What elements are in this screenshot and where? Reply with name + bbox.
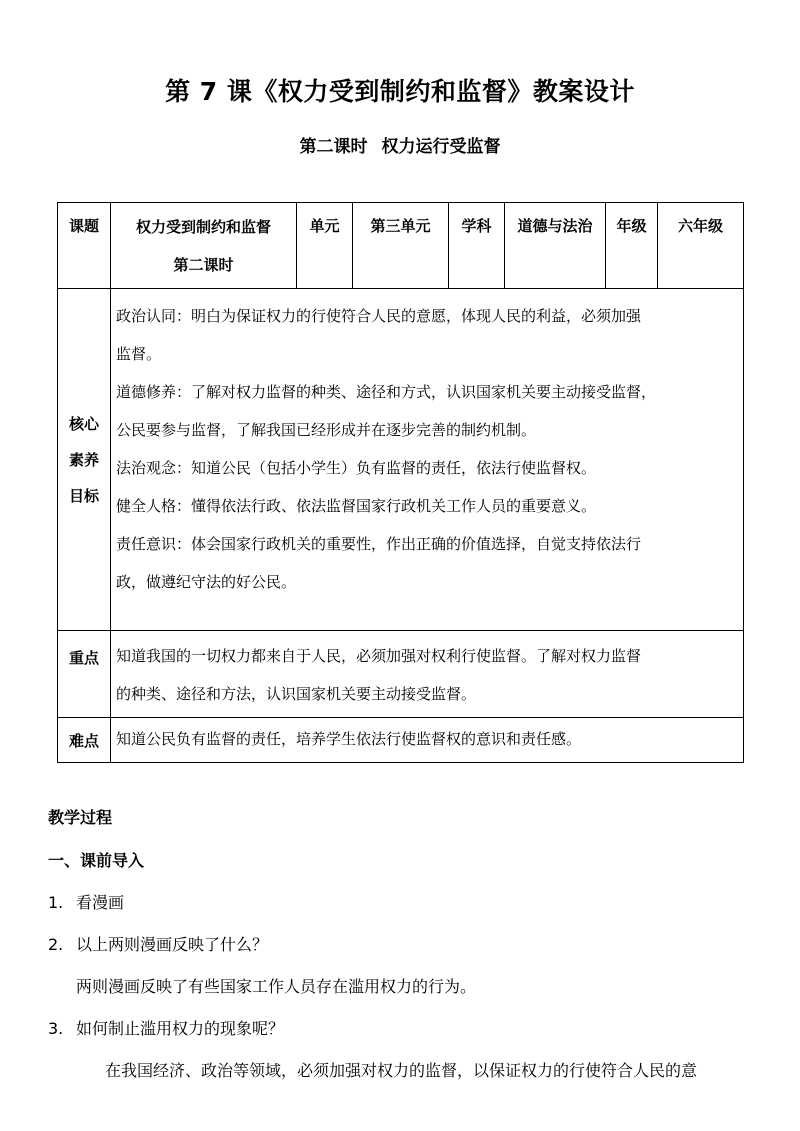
key-points-label: 重点 — [68, 649, 99, 667]
goals-label-3: 目标 — [68, 486, 99, 505]
list-text: 以上两则漫画反映了什么？ — [76, 935, 269, 954]
topic-value-line-1: 权力受到制约和监督 — [135, 218, 271, 236]
topic-label-cell — [58, 203, 111, 289]
subject-label-cell — [449, 203, 505, 289]
goals-line: 政治认同：明白为保证权力的行使符合人民的意愿，体现人民的利益，必须加强 — [116, 307, 642, 325]
goals-line: 监督。 — [116, 345, 162, 363]
goals-line: 公民要参与监督，了解我国已经形成并在逐步完善的制约机制。 — [116, 421, 537, 439]
unit-value: 第三单元 — [370, 217, 431, 235]
goals-line: 责任意识：体会国家行政机关的重要性，作出正确的价值选择，自觉支持依法行 — [116, 535, 642, 553]
topic-value-line-2: 第二课时 — [173, 256, 234, 274]
goals-line: 法治观念：知道公民（包括小学生）负有监督的责任，依法行使监督权。 — [116, 459, 597, 477]
key-points-label-cell — [58, 631, 111, 718]
grade-label-cell — [606, 203, 658, 289]
list-item — [48, 932, 268, 955]
list-number: 2. — [48, 935, 64, 954]
list-text: 看漫画 — [76, 893, 125, 912]
process-heading: 教学过程 — [48, 808, 113, 827]
difficulties-label: 难点 — [68, 731, 99, 750]
list-text: 如何制止滥用权力的现象呢？ — [76, 1019, 285, 1038]
document-title: 第 7 课《权力受到制约和监督》教案设计 — [165, 77, 635, 106]
grade-value: 六年级 — [677, 217, 723, 235]
subject-label: 学科 — [461, 217, 492, 235]
lesson-plan-table — [57, 202, 744, 763]
difficulties-label-cell — [58, 718, 111, 763]
grade-value-cell — [658, 203, 744, 289]
section-heading-intro: 一、课前导入 — [48, 851, 145, 870]
goals-label-cell — [58, 289, 111, 631]
list-number: 3. — [48, 1019, 64, 1038]
list-item — [48, 890, 124, 913]
goals-label-2: 素养 — [68, 450, 99, 469]
table-header-row — [58, 203, 744, 289]
goals-line: 道德修养：了解对权力监督的种类、途径和方式，认识国家机关要主动接受监督， — [116, 383, 657, 401]
key-points-content-cell — [111, 631, 744, 718]
goals-row — [58, 289, 744, 631]
goals-label-1: 核心 — [68, 414, 99, 433]
grade-label: 年级 — [616, 217, 647, 235]
lesson-subtitle — [0, 132, 800, 157]
subtitle-part: 第二课时 — [299, 137, 368, 157]
key-points-line: 的种类、途径和方法，认识国家机关要主动接受监督。 — [116, 685, 477, 703]
list-number: 1. — [48, 893, 64, 912]
difficulties-row — [58, 718, 744, 763]
goals-content-cell — [111, 289, 744, 631]
key-points-line: 知道我国的一切权力都来自于人民，必须加强对权利行使监督。了解对权力监督 — [116, 647, 642, 665]
topic-label: 课题 — [68, 217, 99, 235]
topic-value-cell — [111, 203, 297, 289]
answer-paragraph: 两则漫画反映了有些国家工作人员存在滥用权力的行为。 — [76, 977, 477, 996]
subtitle-name: 权力运行受监督 — [381, 137, 501, 157]
key-points-row — [58, 631, 744, 718]
list-item — [48, 1016, 284, 1039]
goals-line: 政，做遵纪守法的好公民。 — [116, 573, 297, 591]
goals-line: 健全人格：懂得依法行政、依法监督国家行政机关工作人员的重要意义。 — [116, 497, 597, 515]
subject-value-cell — [505, 203, 606, 289]
subject-value: 道德与法治 — [517, 217, 593, 235]
unit-label: 单元 — [309, 217, 340, 235]
difficulties-content-cell — [111, 718, 744, 763]
unit-label-cell — [297, 203, 353, 289]
unit-value-cell — [353, 203, 449, 289]
difficulties-line: 知道公民负有监督的责任，培养学生依法行使监督权的意识和责任感。 — [116, 730, 582, 748]
answer-paragraph: 在我国经济、政治等领域，必须加强对权力的监督，以保证权力的行使符合人民的意 — [105, 1061, 698, 1080]
